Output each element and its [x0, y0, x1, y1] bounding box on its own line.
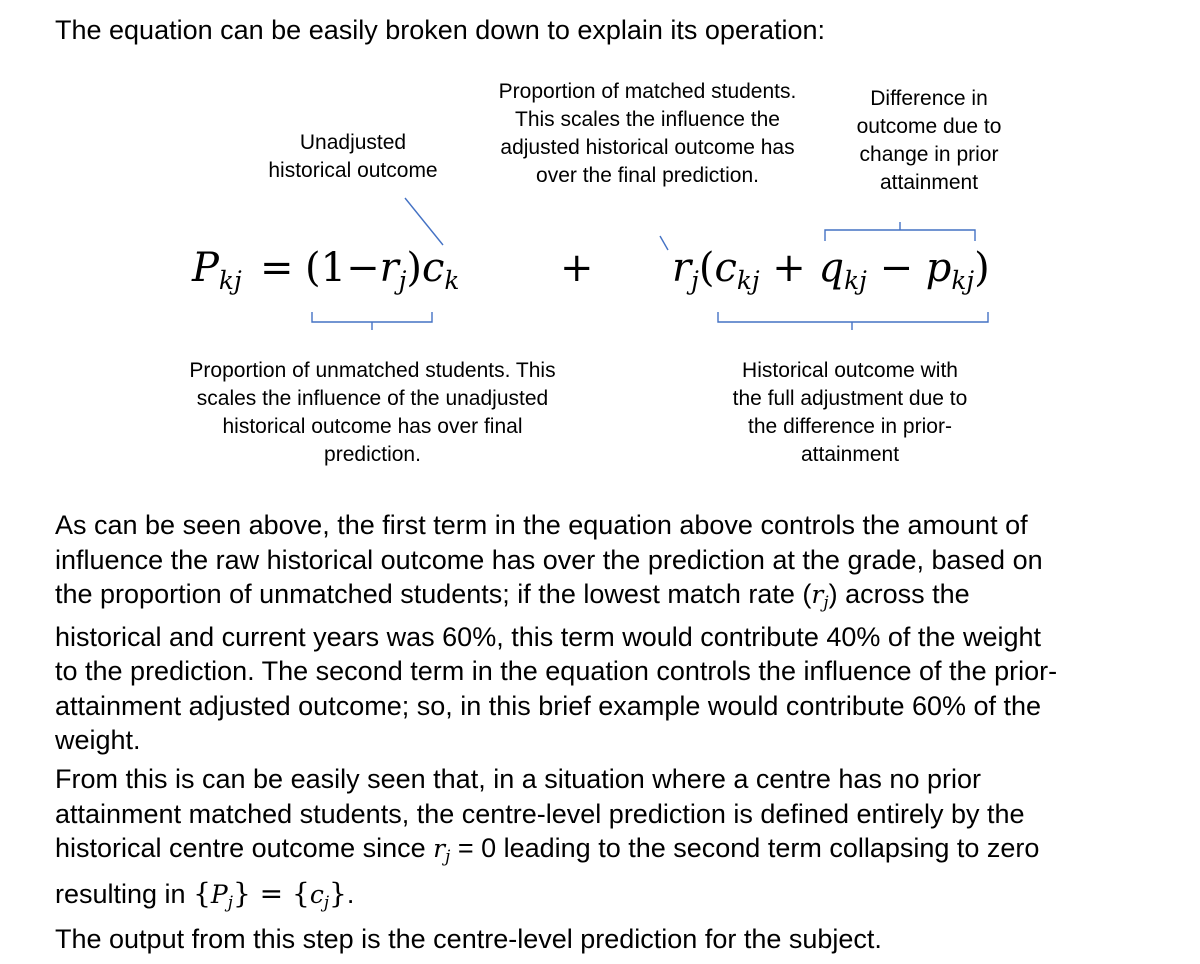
- annotation-unadjusted-outcome: [253, 129, 453, 185]
- annotation-line: Proportion of matched students.: [498, 80, 797, 103]
- annotation-line: Historical outcome with: [742, 359, 958, 382]
- annotation-line: outcome due to: [856, 115, 1002, 138]
- paragraph-line: As can be seen above, the first term in the equation above controls the amount of: [55, 510, 1028, 540]
- close-paren: ): [406, 245, 423, 291]
- annotation-line: Proportion of unmatched students. This: [189, 359, 556, 382]
- pointer-line-unadjusted: [405, 198, 443, 245]
- paragraph-collapse-case: [55, 762, 1170, 922]
- pointer-line-matched: [660, 236, 668, 250]
- equals-sign: =: [260, 245, 294, 291]
- paragraph-line: historical and current years was 60%, this term would contribute 40% of the weight: [55, 621, 1041, 652]
- annotation-line: the full adjustment due to: [732, 387, 968, 410]
- c-subscript: k: [444, 265, 460, 295]
- paragraph-line: [55, 874, 1170, 922]
- paragraph-line: to the prediction. The second term in the equation controls the influence of the prior-: [55, 656, 1058, 687]
- annotation-difference-in-outcome: [838, 85, 1020, 197]
- r-subscript: j: [823, 592, 829, 613]
- brace-second-term: [718, 312, 988, 330]
- r-subscript: j: [445, 846, 451, 867]
- brace-first-term: [312, 312, 432, 330]
- equals-braces: } = {: [232, 876, 310, 910]
- open-paren: (: [698, 245, 715, 291]
- lhs-symbol: P: [192, 245, 219, 291]
- annotation-matched-students: [470, 78, 825, 190]
- r-symbol: r: [811, 580, 824, 609]
- lhs-subscript: kj: [218, 265, 242, 295]
- c-subscript: kj: [736, 265, 760, 295]
- text-run: ) across the: [828, 579, 970, 609]
- c-symbol: c: [714, 245, 737, 291]
- p-subscript: kj: [951, 265, 975, 295]
- r-symbol: r: [379, 245, 399, 291]
- paragraph-line: influence the raw historical outcome has over the prediction at the grade, based on: [55, 544, 1043, 575]
- first-term: [305, 243, 459, 306]
- paragraph-line: From this is can be easily seen that, in a situation where a centre has no prior: [55, 764, 981, 794]
- paragraph-line: The output from this step is the centre-level prediction for the subject.: [55, 924, 882, 954]
- annotation-line: the difference in prior-: [748, 415, 952, 438]
- annotation-line: Unadjusted: [299, 131, 407, 154]
- p-symbol: p: [925, 245, 952, 291]
- annotation-line: Difference in: [870, 87, 988, 110]
- paragraph-line: attainment matched students, the centre-level prediction is defined entirely by the: [55, 798, 1025, 829]
- annotation-line: historical outcome: [268, 159, 438, 182]
- equation-lhs: [192, 243, 242, 306]
- c-symbol: c: [309, 879, 324, 909]
- heading: The equation can be easily broken down to explain its operation:: [55, 15, 826, 45]
- annotation-line: prediction.: [324, 443, 421, 466]
- open-paren: (: [305, 245, 321, 291]
- annotation-line: historical outcome has over final: [222, 415, 523, 438]
- annotation-line: attainment: [800, 443, 900, 466]
- annotation-line: change in prior: [859, 143, 999, 166]
- text-run: = 0 leading to the second term collapsing to zero: [450, 833, 1040, 863]
- paragraph-line: weight.: [55, 725, 141, 756]
- second-term: [672, 243, 990, 306]
- q-symbol: q: [818, 245, 845, 291]
- one: 1: [320, 245, 347, 291]
- paragraph-line: attainment adjusted outcome; so, in this brief example would contribute 60% of the: [55, 690, 1042, 721]
- P-symbol: P: [210, 879, 228, 909]
- r-symbol: r: [433, 834, 446, 863]
- text-run: historical centre outcome since: [55, 833, 434, 863]
- r-subscript: j: [691, 265, 699, 295]
- plus-sign: +: [772, 245, 806, 291]
- annotation-line: adjusted historical outcome has: [500, 136, 795, 159]
- paragraph-line: [55, 577, 1170, 620]
- text-run: resulting in: [55, 878, 194, 909]
- paragraph-explanation: [55, 508, 1170, 758]
- r-symbol: r: [672, 245, 692, 291]
- c-symbol: c: [422, 245, 445, 291]
- close-brace: }: [329, 876, 347, 910]
- paragraph-line: [55, 831, 1170, 874]
- minus-sign: −: [879, 245, 914, 291]
- annotation-line: scales the influence of the unadjusted: [196, 387, 549, 410]
- annotation-full-adjustment: [700, 357, 1000, 469]
- text-run: the proportion of unmatched students; if the lowest match rate (: [55, 579, 812, 609]
- r-subscript: j: [398, 265, 407, 295]
- close-paren: ): [974, 245, 990, 291]
- annotation-line: over the final prediction.: [536, 164, 759, 187]
- open-brace: {: [193, 876, 211, 910]
- text-run: .: [346, 878, 355, 909]
- q-subscript: kj: [844, 265, 867, 295]
- P-subscript: j: [227, 891, 233, 912]
- c-subscript: j: [323, 891, 330, 912]
- annotation-line: attainment: [879, 171, 979, 194]
- paragraph-output: [55, 922, 1170, 957]
- annotation-unmatched-students: [160, 357, 585, 469]
- annotation-line: This scales the influence the: [515, 108, 780, 131]
- plus-sign: +: [560, 245, 594, 291]
- brace-difference: [825, 222, 975, 241]
- minus-sign: −: [346, 245, 380, 291]
